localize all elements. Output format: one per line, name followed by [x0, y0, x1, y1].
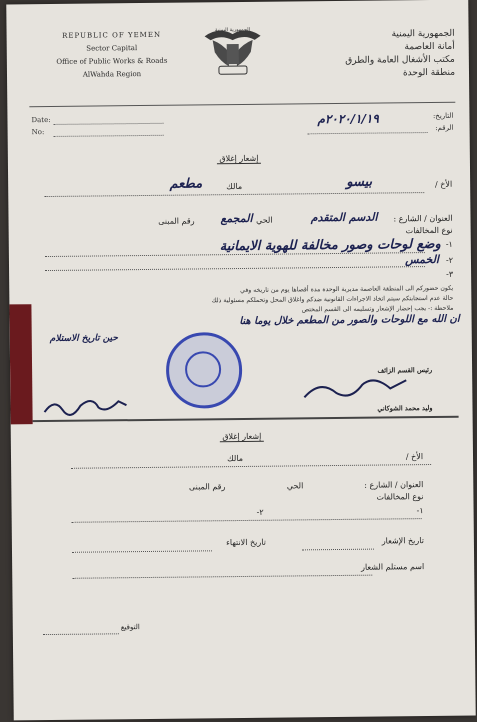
head-of-section-label: رئيس القسم الزائف [377, 365, 433, 375]
notice1-violations-label-row [33, 225, 453, 236]
notice2-violations-label: نوع المخالفات [376, 492, 424, 502]
header-divider [29, 102, 455, 107]
header-en-line: Office of Public Works & Roads [56, 56, 168, 66]
header-en-line: AlWahda Region [82, 70, 142, 79]
notice2-brother-label: الأخ / [405, 452, 424, 462]
notice-date-label: تاريخ الإشعار [381, 536, 424, 546]
notice2-district-label: الحي [286, 481, 304, 491]
notice1-violation1 [33, 236, 453, 255]
no-line-en [54, 135, 164, 137]
violation2-dotted-line [45, 266, 425, 271]
notice1-body-text [35, 284, 453, 318]
left-signature [40, 391, 130, 420]
owner-value: مطعم [169, 176, 203, 192]
no-label-en: No: [31, 128, 45, 137]
yemen-emblem-icon [198, 22, 267, 85]
violation2-num: ٢- [445, 255, 454, 265]
notice2-title [11, 430, 473, 444]
header-arabic [305, 28, 456, 82]
no-line-ar [308, 132, 428, 134]
brother-label: الأخ / [434, 179, 453, 189]
officer-name-label: وليد محمد الشوكاني [377, 403, 433, 413]
official-stamp [166, 332, 243, 409]
handwritten-note-line1: ان الله مع اللوحات والصور من المطعم خلال يوما هنا [239, 313, 460, 328]
emblem-ministry-text: الجمهورية اليمنية [215, 26, 251, 34]
handwritten-date: ٢٠٢٠/١/١٩م [317, 111, 379, 127]
header-en-line: Sector Capital [86, 44, 138, 53]
notice1-address-row [33, 210, 453, 226]
notice2-address-label: العنوان / الشارع : [364, 480, 424, 490]
brother-value: بيسو [346, 174, 373, 190]
notice2-owner-label: مالك [227, 453, 244, 464]
violation2-text: الخمس [404, 252, 440, 267]
notice2-title-text: إشعار إغلاق [220, 432, 263, 442]
district-value: المجمع [220, 211, 253, 226]
notice2-building-label: رقم المبنى [188, 482, 226, 492]
brother-dotted-line [44, 192, 424, 197]
header-ar-line: منطقة الوحدة [402, 67, 456, 79]
notice2-brother-dotted-line [71, 464, 431, 469]
notice2-violation2-num: ٢- [256, 507, 264, 517]
notice1-brother-row [32, 174, 453, 192]
notice1-title-text: إشعار إغلاق [217, 154, 260, 164]
signature-dotted-line [43, 633, 119, 635]
body-line: حالة عدم استجابتكم سيتم اتخاذ الاجراءات القانونية ضدكم واغلاق المحل وتحملكم مسئولية ذلك [211, 294, 454, 305]
date-label-en: Date: [31, 115, 51, 125]
building-label: رقم المبنى [158, 216, 195, 226]
header-ar-line: أمانة العاصمة [404, 41, 455, 53]
header-ar-line: الجمهورية اليمنية [391, 28, 455, 40]
district-label: الحي [255, 215, 273, 225]
owner-label: مالك [226, 181, 243, 192]
header-en-line: REPUBLIC OF YEMEN [62, 30, 162, 40]
signature-label: التوقيع [120, 623, 140, 632]
violation3-num: ٣- [446, 269, 454, 279]
violation1-text: وضع لوحات وصور مخالفة للهوية الايمانية [219, 236, 441, 255]
end-date-dotted-line [72, 550, 212, 552]
red-folder-edge [9, 304, 32, 424]
header-english [37, 29, 188, 83]
notice1-title [8, 152, 470, 166]
date-line-en [54, 123, 164, 125]
end-date-label: تاريخ الانتهاء [226, 537, 266, 548]
body-line: ملاحظة :- يجب إحضار الإشعار وتسليمه الى القسم المختص [301, 304, 454, 314]
body-line: يكون حضوركم الى المنطقة العاصمة مديرية الوحدة مدة أقصاها يوم من تاريخه وفي [240, 284, 454, 295]
recipient-dotted-line [72, 575, 372, 579]
right-signature [300, 370, 410, 405]
stamp-emblem-icon [185, 351, 221, 387]
handwritten-note-line2: حين تاريخ الاستلام [49, 333, 118, 345]
notice-date-dotted-line [302, 549, 374, 551]
violation1-num: ١- [445, 239, 453, 249]
date-label-ar: التاريخ: [432, 111, 454, 120]
header-ar-line: مكتب الأشغال العامة والطرق [345, 54, 455, 66]
address-label: العنوان / الشارع : [393, 213, 453, 224]
closure-notice-paper [6, 0, 475, 720]
violations-label: نوع المخالفات [405, 225, 453, 236]
notice2-violation1-dotted-line [72, 518, 422, 523]
recipient-label: اسم مستلم الشعار [361, 562, 425, 572]
notice2-violation1-num: ١- [416, 506, 424, 516]
no-label-ar: الرقم: [435, 123, 454, 132]
address-value: الدسم المتقدم [310, 210, 378, 225]
